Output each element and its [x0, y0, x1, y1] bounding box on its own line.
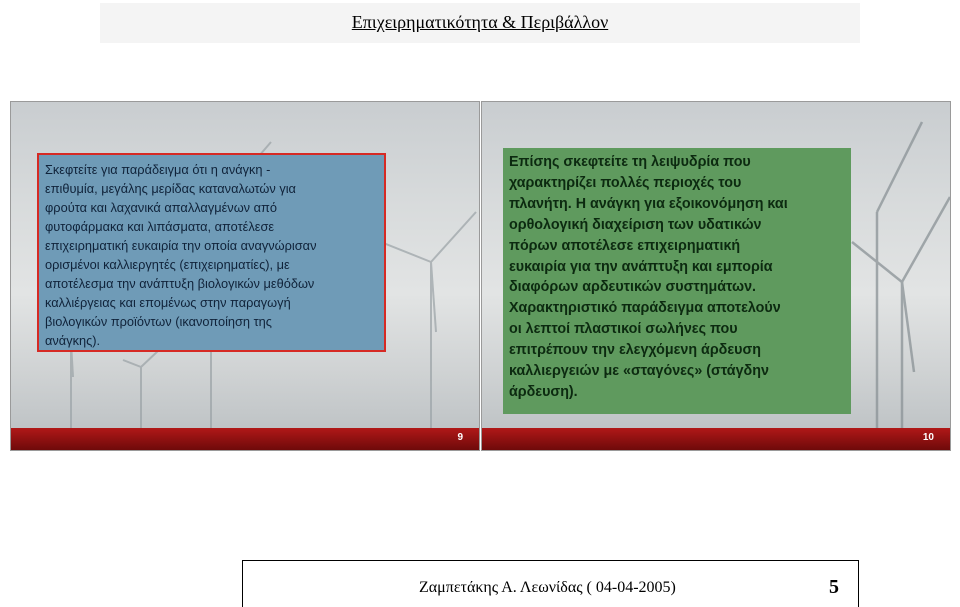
- text-line: αποτέλεσμα την ανάπτυξη βιολογικών μεθόδων: [45, 276, 315, 291]
- text-line: Σκεφτείτε για παράδειγμα ότι η ανάγκη -: [45, 162, 271, 177]
- text-line: Επίσης σκεφτείτε τη λειψυδρία που: [509, 154, 751, 170]
- text-line: οι λεπτοί πλαστικοί σωλήνες που: [509, 321, 738, 338]
- author-date: Ζαμπετάκης Α. Λεωνίδας ( 04-04-2005): [419, 579, 676, 596]
- text-line: καλλιεργειών με «σταγόνες» (στάγδην: [509, 363, 769, 380]
- text-line: ορισμένοι καλλιεργητές (επιχειρηματίες), με: [45, 257, 290, 272]
- slide-10-textbox: [503, 148, 851, 414]
- text-line: άρδευση).: [509, 383, 578, 400]
- text-line: επιχειρηματική ευκαιρία την οποία αναγνώρισαν: [45, 238, 317, 253]
- text-line: διαφόρων αρδευτικών συστημάτων.: [509, 279, 757, 296]
- page-title: Επιχειρηματικότητα & Περιβάλλον: [351, 12, 609, 32]
- text-line: πλανήτη. Η ανάγκη για εξοικονόμηση και: [509, 195, 788, 212]
- text-line: φρούτα και λαχανικά απαλλαγμένων από: [45, 200, 277, 215]
- text-line: καλλιέργειας και επομένως στην παραγωγή: [45, 295, 291, 310]
- text-line: ορθολογική διαχείριση των υδατικών: [509, 216, 762, 233]
- slide-footer-bar: [482, 428, 950, 450]
- slide-footer-bar: [11, 428, 479, 450]
- text-line: πόρων αποτέλεσε επιχειρηματική: [509, 237, 741, 254]
- text-line: ανάγκης).: [45, 333, 101, 348]
- slide-page-number: 10: [922, 432, 934, 443]
- slide-page-number: 9: [457, 432, 463, 443]
- header-box: [100, 3, 860, 43]
- text-line: επιτρέπουν την ελεγχόμενη άρδευση: [509, 342, 761, 359]
- text-line: ευκαιρία για την ανάπτυξη και εμπορία: [509, 258, 773, 275]
- text-line: επιθυμία, μεγάλης μερίδας καταναλωτών για: [45, 181, 296, 196]
- page-number: 5: [829, 576, 839, 598]
- slide-9-textbox: [37, 153, 386, 352]
- slide-9: [10, 101, 480, 451]
- text-line: βιολογικών προϊόντων (ικανοποίηση της: [45, 314, 272, 329]
- text-line: φυτοφάρμακα και λιπάσματα, αποτέλεσε: [45, 219, 275, 234]
- page-footer: [242, 560, 859, 607]
- slide-10: [481, 101, 951, 451]
- text-line: χαρακτηρίζει πολλές περιοχές του: [509, 174, 742, 191]
- text-line: Χαρακτηριστικό παράδειγμα αποτελούν: [509, 300, 781, 317]
